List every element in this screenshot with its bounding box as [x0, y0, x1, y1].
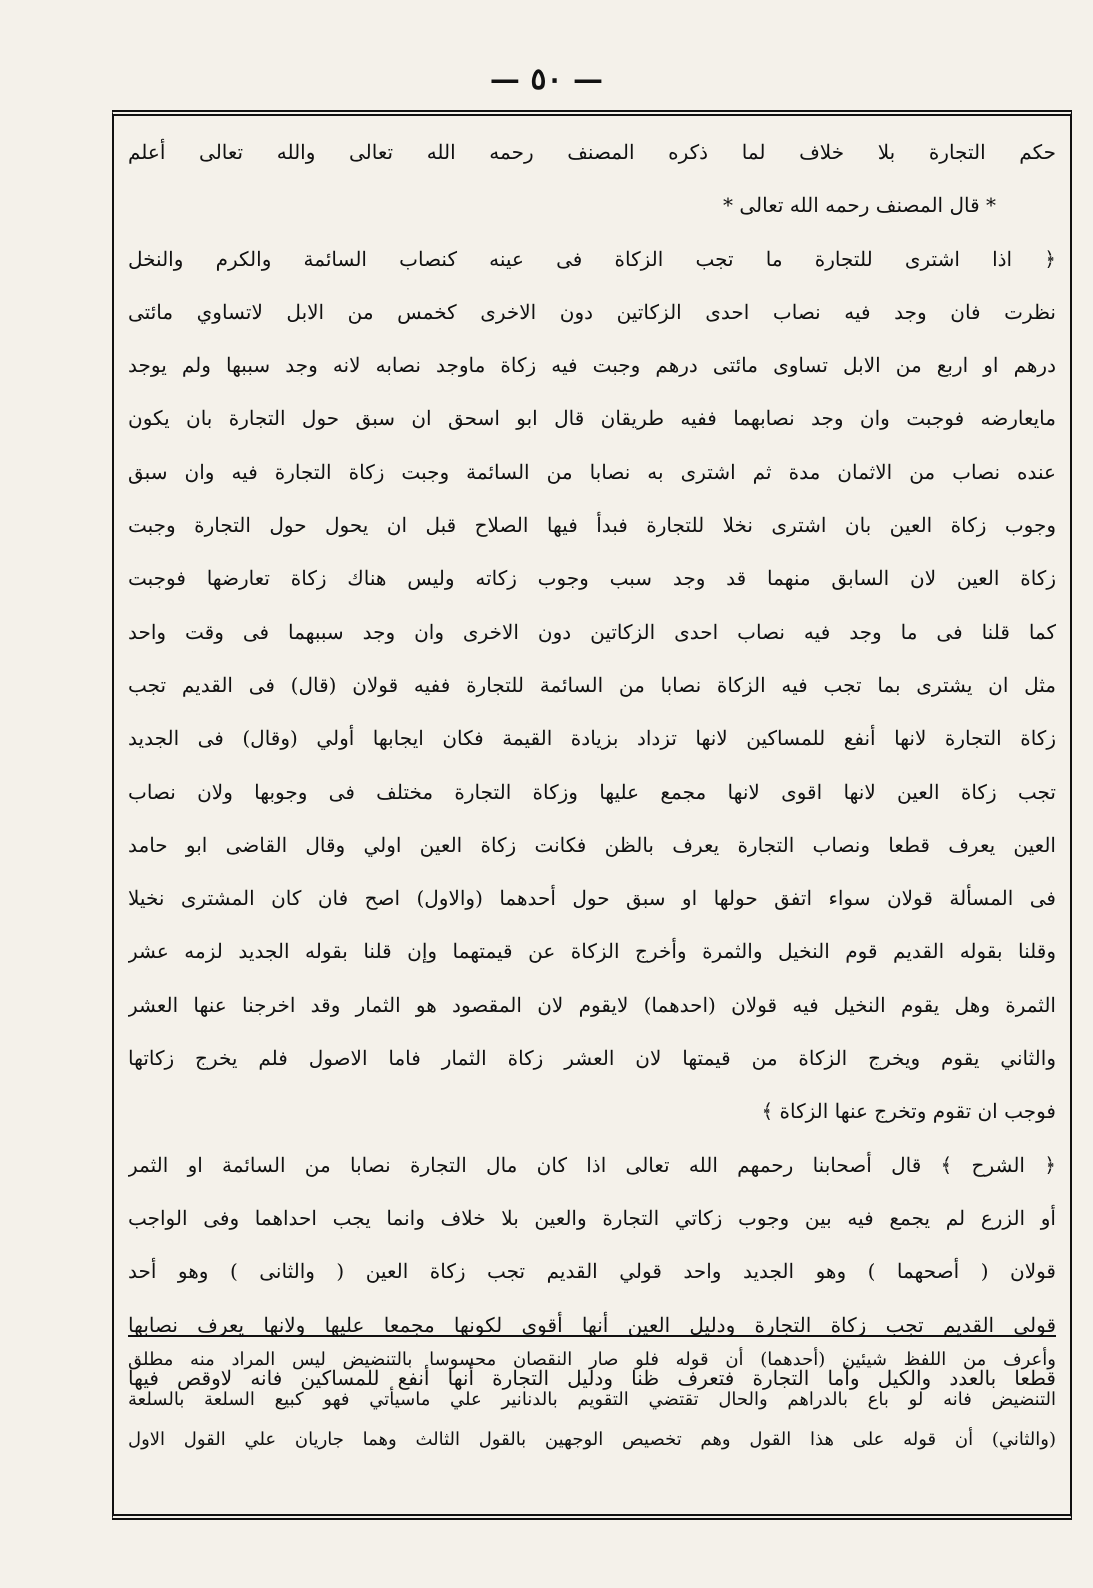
text-line: الثمرة وهل يقوم النخيل فيه قولان (احدهما) لايقوم لان المقصود هو الثمار وقد اخرجنا عنها العشر	[128, 992, 1056, 1017]
text-line: كما قلنا فى ما وجد فيه نصاب احدى الزكاتين دون الاخرى وان وجد سببهما فى وقت واحد	[128, 619, 1056, 644]
text-line: فوجب ان تقوم وتخرج عنها الزكاة ﴾	[761, 1099, 1056, 1124]
footnote-line: (والثاني) أن قوله على هذا القول وهم تخصيص الوجهين بالقول الثالث وهما جاريان علي القول الاول	[128, 1429, 1056, 1450]
text-line: والثاني يقوم ويخرج الزكاة من قيمتها لان العشر زكاة الثمار فاما الاصول فلم يخرج زكاتها	[128, 1046, 1056, 1071]
text-line: زكاة التجارة لانها أنفع للمساكين لانها تزداد بزيادة القيمة فكان ايجابها أولي (وقال) فى الجديد	[128, 726, 1056, 751]
bottom-rule	[112, 1514, 1072, 1516]
footnote-text	[128, 1340, 1056, 1460]
main-text	[128, 126, 1056, 1405]
text-line: قولان ( أصحهما ) وهو الجديد واحد قولي القديم تجب زكاة العين ( والثانى ) وهو أحد	[128, 1259, 1056, 1284]
text-line: ﴿ الشرح ﴾ قال أصحابنا رحمهم الله تعالى اذا كان مال التجارة نصابا من السائمة او الثمر	[128, 1152, 1056, 1177]
text-line: عنده نصاب من الاثمان مدة ثم اشترى به نصابا من السائمة وجبت زكاة التجارة فيه وان سبق	[128, 459, 1056, 484]
text-line: العين يعرف قطعا ونصاب التجارة يعرف بالظن فكانت زكاة العين اولي وقال القاضى ابو حامد	[128, 832, 1056, 857]
text-line: قولي القديم تجب زكاة التجارة ودليل العين أنها أقوى لكونها مجمعا عليها ولانها يعرف نصابها	[128, 1312, 1056, 1337]
section-heading: * قال المصنف رحمه الله تعالى *	[723, 193, 996, 218]
footnote-divider	[128, 1335, 1056, 1337]
text-line: قطعا بالعدد والكيل وأما التجارة فتعرف ظنا ودليل التجارة أنها أنفع للمساكين فانه لاوقص فيها	[128, 1365, 1056, 1390]
text-line: تجب زكاة العين لانها اقوى لانها مجمع عليها وزكاة التجارة مختلف فى وجوبها ولان نصاب	[128, 779, 1056, 804]
text-line: درهم او اربع من الابل تساوى مائتى درهم وجبت فيه زكاة ماوجد نصابه لانه وجد سببها ولم يوجد	[128, 353, 1056, 378]
text-line: وجوب زكاة العين بان اشترى نخلا للتجارة فبدأ فيها الصلاح قبل ان يحول حول التجارة وجبت	[128, 513, 1056, 538]
text-line: مثل ان يشترى بما تجب فيه الزكاة نصابا من السائمة للتجارة ففيه قولان (قال) فى القديم تجب	[128, 672, 1056, 697]
text-line: حكم التجارة بلا خلاف لما ذكره المصنف رحمه الله تعالى والله تعالى أعلم	[128, 140, 1056, 164]
text-line: وقلنا بقوله القديم قوم النخيل والثمرة وأخرج الزكاة عن قيمتهما وإن قلنا بقوله الجديد لزمه عشر	[128, 939, 1056, 964]
footnote-line: وأعرف من اللفظ شيئين (أحدهما) أن قوله فلو صار النقصان محسوسا بالتنضيض ليس المراد منه مطلق	[128, 1349, 1056, 1370]
page-number: — ٥٠ —	[489, 62, 604, 97]
text-line: مايعارضه فوجبت وان وجد نصابهما ففيه طريقان قال ابو اسحق ان سبق حول التجارة بان يكون	[128, 406, 1056, 431]
text-line: ﴿ اذا اشترى للتجارة ما تجب الزكاة فى عينه كنصاب السائمة والكرم والنخل	[128, 246, 1056, 271]
text-line: أو الزرع لم يجمع فيه بين وجوب زكاتي التجارة والعين بلا خلاف وانما يجب احداهما وفى الواجب	[128, 1205, 1056, 1230]
footnote-line: التنضيض فانه لو باع بالدراهم والحال تقتضي التقويم بالدنانير علي ماسيأتي فهو كبيع السلعة بالسلعة	[128, 1389, 1056, 1410]
text-line: فى المسألة قولان سواء اتفق حولها او سبق حول أحدهما (والاول) اصح فان كان المشترى نخيلا	[128, 886, 1056, 911]
text-line: نظرت فان وجد فيه نصاب احدى الزكاتين دون الاخرى كخمس من الابل لاتساوي مائتى	[128, 299, 1056, 324]
text-line: زكاة العين لان السابق منهما قد وجد سبب وجوب زكاته وليس هناك زكاة تعارضها فوجبت	[128, 566, 1056, 591]
